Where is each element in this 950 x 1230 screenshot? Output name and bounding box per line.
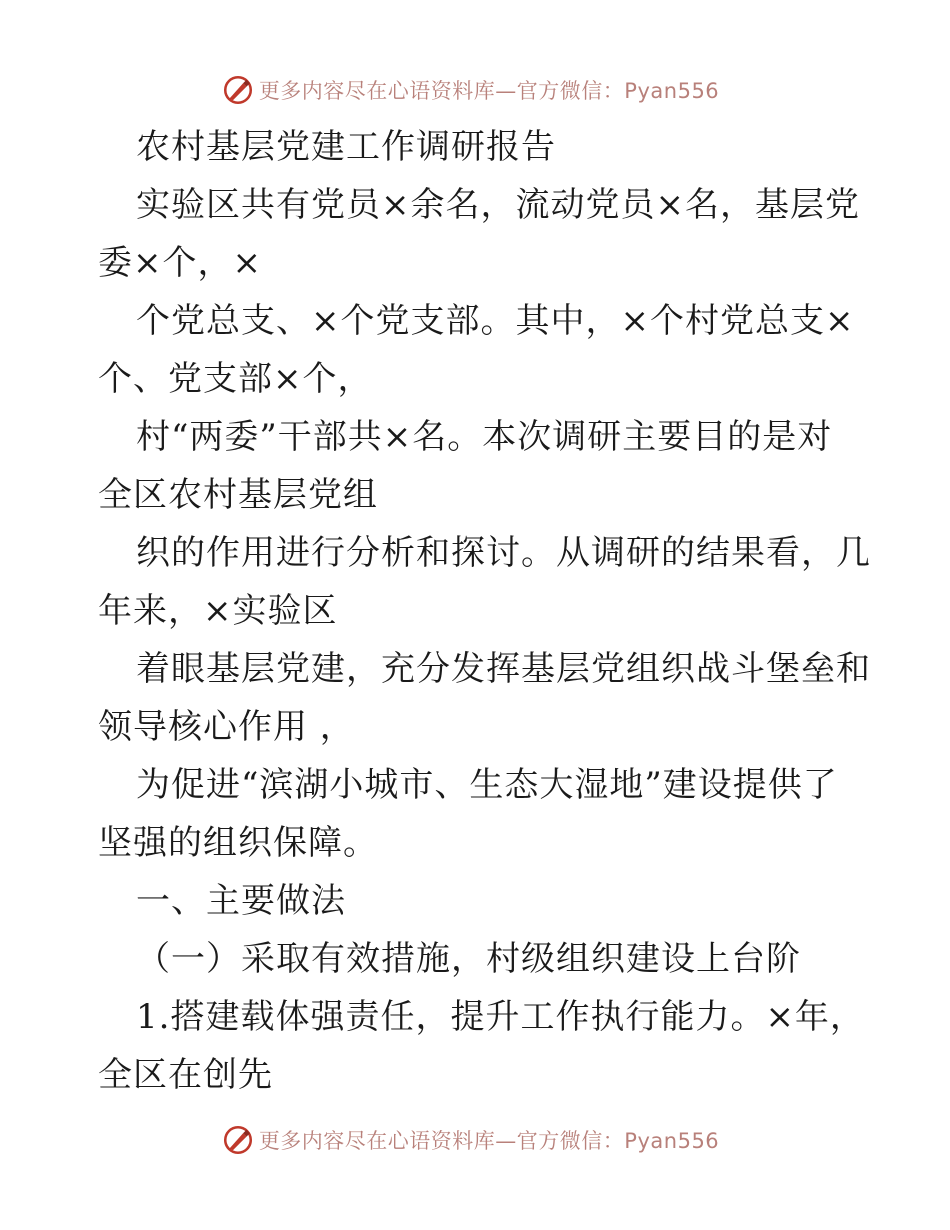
text-line: 年来，×实验区 [98,591,338,631]
watermark-header [0,72,950,108]
text-line: 个党总支、×个党支部。其中，×个村党总支× [136,301,855,341]
document-body [98,118,871,1104]
text-line: 织的作用进行分析和探讨。从调研的结果看，几 [136,533,871,573]
pen-logo-icon [221,1123,255,1157]
pen-logo-icon [221,73,255,107]
text-line: 领导核心作用 ， [98,707,355,747]
text-line: 全区在创先 [98,1055,273,1095]
text-line: 1.搭建载体强责任，提升工作执行能力。×年， [136,997,865,1037]
watermark-footer [0,1122,950,1158]
watermark-text: 更多内容尽在心语资料库—官方微信：Pyan556 [258,79,720,103]
text-line: （一）采取有效措施，村级组织建设上台阶 [136,939,801,979]
text-line: 全区农村基层党组 [98,475,378,515]
text-line: 坚强的组织保障。 [98,823,378,863]
text-line: 委×个，× [98,243,262,283]
watermark-text: 更多内容尽在心语资料库—官方微信：Pyan556 [258,1129,720,1153]
text-line: 村“两委”干部共×名。本次调研主要目的是对 [136,417,833,457]
text-line: 农村基层党建工作调研报告 [136,127,556,167]
text-line: 个、党支部×个， [98,359,373,399]
text-line: 一、主要做法 [136,881,346,921]
text-line: 实验区共有党员×余名，流动党员×名，基层党 [136,185,860,225]
text-line: 为促进“滨湖小城市、生态大湿地”建设提供了 [136,765,838,805]
text-line: 着眼基层党建，充分发挥基层党组织战斗堡垒和 [136,649,871,689]
